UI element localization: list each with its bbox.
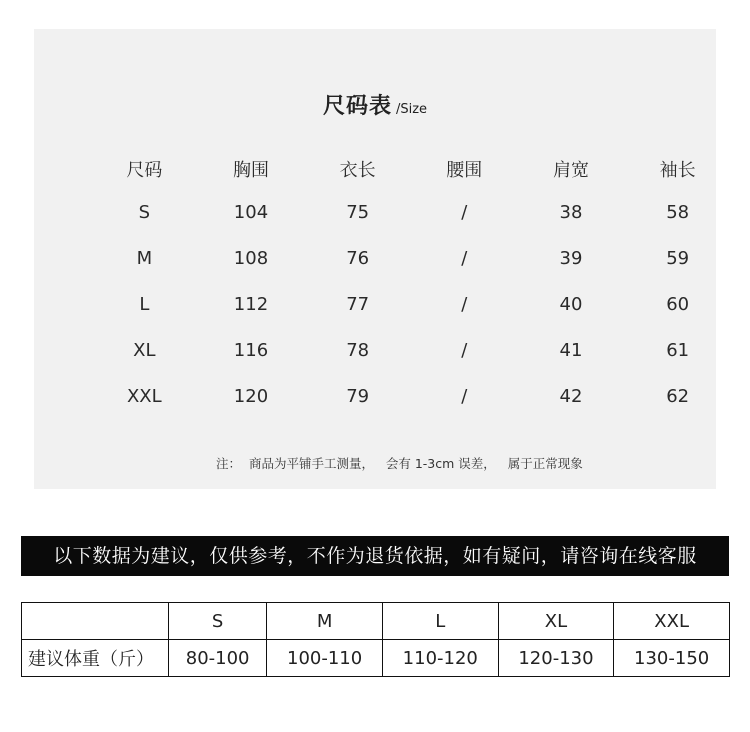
- title-main: 尺码表: [322, 94, 392, 119]
- table-cell: /: [461, 293, 468, 315]
- page-title: [34, 89, 716, 120]
- table-cell: XXL: [126, 385, 162, 407]
- header-waist: 腰围: [446, 160, 483, 181]
- table-cell: /: [461, 201, 468, 223]
- table-cell: 77: [346, 293, 370, 315]
- table-cell: 61: [666, 339, 690, 361]
- table-cell: 79: [346, 385, 370, 407]
- table-row: [91, 235, 731, 281]
- size-chart-header-row: [91, 149, 731, 189]
- table-cell: 58: [666, 201, 690, 223]
- table-cell: 112: [233, 293, 269, 315]
- table-cell: L: [139, 293, 150, 315]
- table-cell: M: [136, 247, 153, 269]
- header-size: 尺码: [126, 160, 163, 181]
- table-cell: M: [267, 603, 383, 640]
- weight-header-row: [22, 603, 730, 640]
- table-cell: 80-100: [169, 640, 267, 677]
- table-cell: 38: [559, 201, 583, 223]
- table-cell: 60: [666, 293, 690, 315]
- table-row: [91, 281, 731, 327]
- table-cell: /: [461, 385, 468, 407]
- table-cell: [22, 603, 169, 640]
- table-cell: 42: [559, 385, 583, 407]
- table-cell: S: [169, 603, 267, 640]
- header-shoulder: 肩宽: [552, 160, 589, 181]
- weight-table: [21, 602, 730, 677]
- table-cell: 108: [233, 247, 269, 269]
- size-chart-panel: [34, 29, 716, 489]
- table-cell: 130-150: [614, 640, 730, 677]
- table-cell: 62: [666, 385, 690, 407]
- measurement-note: 注： 商品为平铺手工测量， 会有 1-3cm 误差， 属于正常现象: [216, 456, 583, 471]
- table-row: [22, 640, 730, 677]
- table-cell: 104: [233, 201, 269, 223]
- table-row: [91, 373, 731, 419]
- header-sleeve: 袖长: [659, 160, 696, 181]
- table-cell: XL: [133, 339, 156, 361]
- table-cell: 75: [346, 201, 370, 223]
- table-cell: 116: [233, 339, 269, 361]
- table-cell: 110-120: [382, 640, 498, 677]
- table-cell: 100-110: [267, 640, 383, 677]
- table-cell: 120-130: [498, 640, 614, 677]
- title-sub: /Size: [395, 102, 428, 117]
- disclaimer-banner: 以下数据为建议，仅供参考，不作为退货依据，如有疑问，请咨询在线客服: [21, 536, 729, 576]
- table-cell: L: [382, 603, 498, 640]
- table-cell: /: [461, 339, 468, 361]
- table-cell: 78: [346, 339, 370, 361]
- table-cell: XXL: [614, 603, 730, 640]
- header-chest: 胸围: [232, 160, 269, 181]
- table-row: [91, 327, 731, 373]
- table-cell: 76: [346, 247, 370, 269]
- table-cell: 41: [559, 339, 583, 361]
- table-cell: 120: [233, 385, 269, 407]
- weight-row-label: 建议体重（斤）: [22, 640, 169, 677]
- header-length: 衣长: [339, 160, 376, 181]
- table-cell: XL: [498, 603, 614, 640]
- size-chart-table: [91, 149, 731, 419]
- table-cell: 40: [559, 293, 583, 315]
- table-cell: 39: [559, 247, 583, 269]
- table-cell: S: [138, 201, 151, 223]
- table-row: [91, 189, 731, 235]
- table-cell: /: [461, 247, 468, 269]
- table-cell: 59: [666, 247, 690, 269]
